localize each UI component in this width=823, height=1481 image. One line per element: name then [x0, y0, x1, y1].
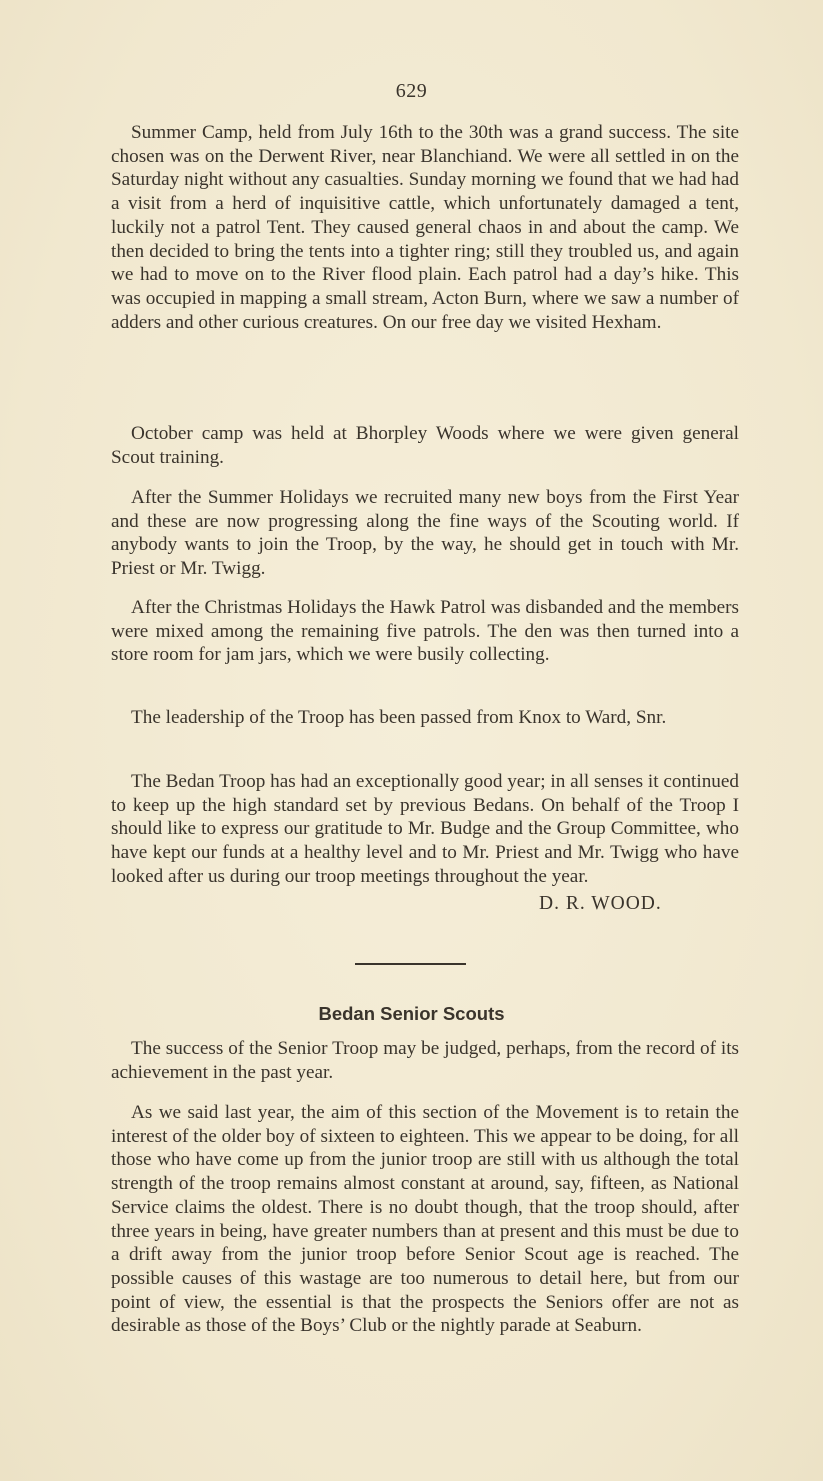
paragraph-senior-success: The success of the Senior Troop may be judged, perhaps, from the record of its achievement in the past year.	[111, 1038, 739, 1083]
section-heading: Bedan Senior Scouts	[318, 1003, 505, 1024]
section-divider	[355, 963, 466, 965]
paragraph-leadership: The leadership of the Troop has been passed from Knox to Ward, Snr.	[131, 707, 667, 728]
paragraph-hawk-patrol: After the Christmas Holidays the Hawk Patrol was disbanded and the members were mixed among the remaining five patrols. The den was then turned into a store room for jam jars, which we were busily collecting.	[111, 597, 740, 666]
paragraph-recruitment: After the Summer Holidays we recruited many new boys from the First Year and these are now progressing along the fine ways of the Scouting world. If anybody wants to join the Troop, by the way, he should get in touch with Mr. Priest or Mr. Twigg.	[111, 487, 739, 580]
paragraph-october-camp: October camp was held at Bhorpley Woods where we were given general Scout training.	[111, 423, 739, 468]
paragraph-senior-aim: As we said last year, the aim of this section of the Movement is to retain the interest of the older boy of sixteen to eighteen. This we appear to be doing, for all those who have come up from the junior troop are still with us although the total strength of the troop remains almost constant at around, say, fifteen, as National Service claims the oldest. There is no doubt though, that the troop should, after three years in being, have greater numbers than at present and this must be due to a drift away from the junior troop before Senior Scout age is reached. The possible causes of this wastage are too numerous to detail here, but from our point of view, the essential is that the prospects the Seniors offer are not as desirable as those of the Boys’ Club or the nightly parade at Seaburn.	[111, 1102, 739, 1337]
paragraph-summer-camp: Summer Camp, held from July 16th to the 30th was a grand success. The site chosen was on the Derwent River, near Blanchiand. We were all settled in on the Saturday night without any casualties. Sunday morning we found that we had had a visit from a herd of inquisitive cattle, which unfortunately damaged a tent, luckily not a patrol Tent. They caused general chaos in and about the camp. We then decided to bring the tents into a tighter ring; still they troubled us, and again we had to move on to the River flood plain. Each patrol had a day’s hike. This was occupied in mapping a small stream, Acton Burn, where we saw a number of adders and other curious creatures. On our free day we visited Hexham.	[111, 122, 739, 333]
paragraph-troop-year: The Bedan Troop has had an exceptionally good year; in all senses it continued to keep up the high standard set by previous Bedans. On behalf of the Troop I should like to express our gratitude to Mr. Budge and the Group Committee, who have kept our funds at a healthy level and to Mr. Priest and Mr. Twigg who have looked after us during our troop meetings throughout the year.	[111, 771, 740, 887]
page-number: 629	[395, 80, 428, 102]
signature: D. R. WOOD.	[539, 893, 662, 914]
